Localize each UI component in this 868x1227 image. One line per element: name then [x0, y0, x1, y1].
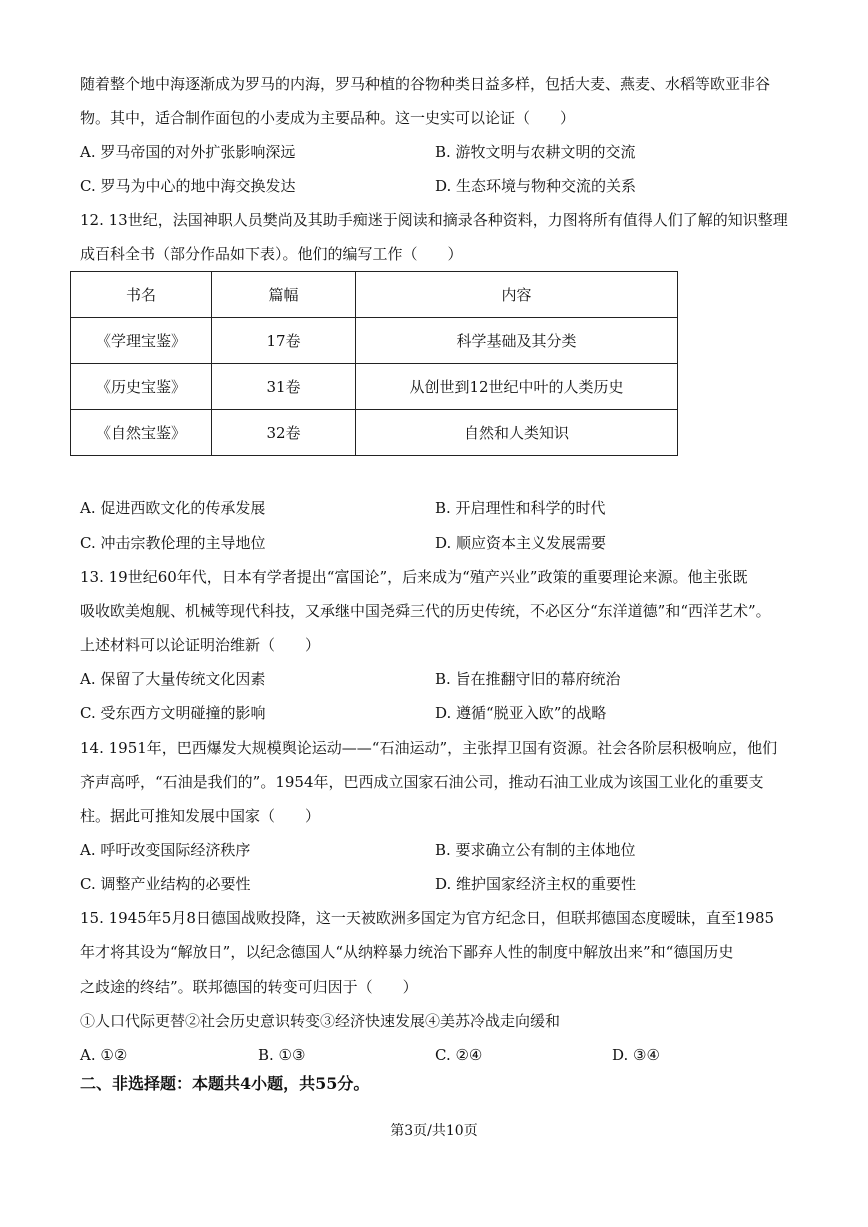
table-row	[71, 318, 678, 364]
q14-stem-line-3: 柱。据此可推知发展中国家（ ）	[80, 807, 321, 825]
q14-stem-line-1: 14. 1951年，巴西爆发大规模舆论运动——“石油运动”，主张捍卫国有资源。社会各阶层积极响应，他们	[80, 739, 778, 757]
section-heading: 二、非选择题：本题共4小题，共55分。	[80, 1074, 370, 1093]
q13-stem-line-3: 上述材料可以论证明治维新（ ）	[80, 636, 321, 654]
table-cell: 32卷	[212, 410, 356, 456]
q12-stem-line-2: 成百科全书（部分作品如下表）。他们的编写工作（ ）	[80, 245, 463, 263]
q12-stem-line-1: 12. 13世纪，法国神职人员樊尚及其助手痴迷于阅读和摘录各种资料，力图将所有值得人们了解的知识整理	[80, 211, 788, 229]
table-header-cell: 篇幅	[212, 272, 356, 318]
q13-option-c[interactable]: C. 受东西方文明碰撞的影响	[80, 704, 266, 722]
q12-option-d[interactable]: D. 顺应资本主义发展需要	[435, 534, 607, 552]
q13-stem-line-1: 13. 19世纪60年代，日本有学者提出“富国论”，后来成为“殖产兴业”政策的重要理论来源。他主张既	[80, 568, 748, 586]
q15-option-d[interactable]: D. ③④	[612, 1046, 660, 1064]
table-cell: 自然和人类知识	[356, 410, 678, 456]
table-header-cell: 书名	[71, 272, 212, 318]
q14-option-b[interactable]: B. 要求确立公有制的主体地位	[435, 841, 636, 859]
page-number: 第3页/共10页	[390, 1123, 478, 1139]
table-cell: 31卷	[212, 364, 356, 410]
q14-option-c[interactable]: C. 调整产业结构的必要性	[80, 875, 251, 893]
q15-option-a[interactable]: A. ①②	[80, 1046, 128, 1064]
q11-option-a[interactable]: A. 罗马帝国的对外扩张影响深远	[80, 143, 296, 161]
q15-stem-line-2: 年才将其设为“解放日”，以纪念德国人“从纳粹暴力统治下鄙弃人性的制度中解放出来”和“德国历史	[80, 943, 734, 961]
q14-option-d[interactable]: D. 维护国家经济主权的重要性	[435, 875, 637, 893]
q15-stem-line-3: 之歧途的终结”。联邦德国的转变可归因于（ ）	[80, 978, 418, 996]
q12-option-a[interactable]: A. 促进西欧文化的传承发展	[80, 499, 266, 517]
q11-stem-line-2: 物。其中，适合制作面包的小麦成为主要品种。这一史实可以论证（ ）	[80, 109, 576, 127]
q11-option-d[interactable]: D. 生态环境与物种交流的关系	[435, 177, 637, 195]
q12-table	[70, 271, 678, 456]
table-cell: 科学基础及其分类	[356, 318, 678, 364]
table-cell: 17卷	[212, 318, 356, 364]
table-cell: 《学理宝鉴》	[71, 318, 212, 364]
table-cell: 从创世到12世纪中叶的人类历史	[356, 364, 678, 410]
q13-option-b[interactable]: B. 旨在推翻守旧的幕府统治	[435, 670, 621, 688]
q11-option-c[interactable]: C. 罗马为中心的地中海交换发达	[80, 177, 296, 195]
table-cell: 《自然宝鉴》	[71, 410, 212, 456]
q13-option-a[interactable]: A. 保留了大量传统文化因素	[80, 670, 266, 688]
q15-stem-line-4: ①人口代际更替②社会历史意识转变③经济快速发展④美苏冷战走向缓和	[80, 1012, 561, 1030]
table-cell: 《历史宝鉴》	[71, 364, 212, 410]
table-row	[71, 410, 678, 456]
q12-option-c[interactable]: C. 冲击宗教伦理的主导地位	[80, 534, 266, 552]
q14-option-a[interactable]: A. 呼吁改变国际经济秩序	[80, 841, 251, 859]
table-row	[71, 364, 678, 410]
q11-stem-line-1: 随着整个地中海逐渐成为罗马的内海，罗马种植的谷物种类日益多样，包括大麦、燕麦、水稻等欧亚非谷	[80, 75, 771, 93]
q15-option-c[interactable]: C. ②④	[435, 1046, 483, 1064]
q12-option-b[interactable]: B. 开启理性和科学的时代	[435, 499, 606, 517]
q15-stem-line-1: 15. 1945年5月8日德国战败投降，这一天被欧洲多国定为官方纪念日，但联邦德国态度暧昧，直至1985	[80, 909, 775, 927]
q11-option-b[interactable]: B. 游牧文明与农耕文明的交流	[435, 143, 636, 161]
q15-option-b[interactable]: B. ①③	[258, 1046, 306, 1064]
table-header-cell: 内容	[356, 272, 678, 318]
table-header-row	[71, 272, 678, 318]
q13-stem-line-2: 吸收欧美炮舰、机械等现代科技，又承继中国尧舜三代的历史传统，不必区分“东洋道德”和“西洋艺术”。	[80, 602, 771, 620]
q13-option-d[interactable]: D. 遵循“脱亚入欧”的战略	[435, 704, 607, 722]
q14-stem-line-2: 齐声高呼，“石油是我们的”。1954年，巴西成立国家石油公司，推动石油工业成为该国工业化的重要支	[80, 773, 764, 791]
